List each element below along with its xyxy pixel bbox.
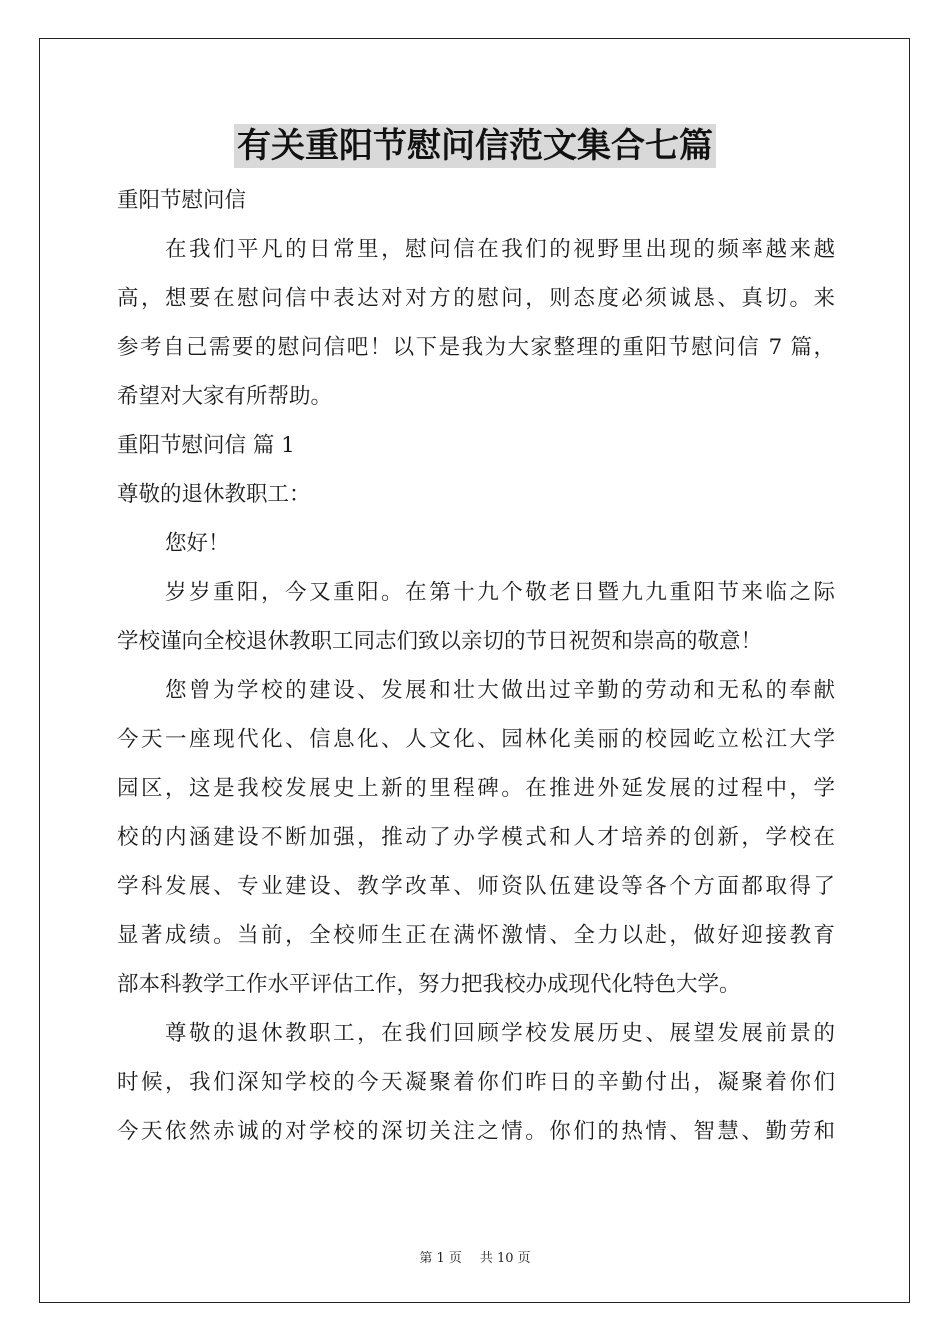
document-body xyxy=(117,176,835,1156)
text-line: 在我们平凡的日常里，慰问信在我们的视野里出现的频率越来越 xyxy=(165,237,835,262)
text-line: 尊敬的退休教职工，在我们回顾学校发展历史、展望发展前景的 xyxy=(165,1021,835,1046)
page-number: 第 1 页 xyxy=(419,1251,462,1266)
text-line: 高，想要在慰问信中表达对对方的慰问，则态度必须诚恳、真切。来 xyxy=(117,286,835,311)
text-line: 校的内涵建设不断加强，推动了办学模式和人才培养的创新，学校在 xyxy=(117,825,835,850)
text-line: 岁岁重阳，今又重阳。在第十九个敬老日暨九九重阳节来临之际 xyxy=(165,580,835,605)
document-title: 有关重阳节慰问信范文集合七篇 xyxy=(234,124,716,168)
text-line: 学科发展、专业建设、教学改革、师资队伍建设等各个方面都取得了 xyxy=(117,874,835,899)
text-line: 今天依然赤诚的对学校的深切关注之情。你们的热情、智慧、勤劳和 xyxy=(117,1119,835,1144)
text-line: 显著成绩。当前，全校师生正在满怀激情、全力以赴，做好迎接教育 xyxy=(117,923,835,948)
text-line: 园区，这是我校发展史上新的里程碑。在推进外延发展的过程中，学 xyxy=(117,776,835,801)
text-line: 今天一座现代化、信息化、人文化、园林化美丽的校园屹立松江大学 xyxy=(117,727,835,752)
page-footer xyxy=(0,1247,950,1266)
text-line: 时候，我们深知学校的今天凝聚着你们昨日的辛勤付出，凝聚着你们 xyxy=(117,1070,835,1095)
text-line: 您曾为学校的建设、发展和壮大做出过辛勤的劳动和无私的奉献 xyxy=(165,678,835,703)
text-line: 希望对大家有所帮助。 xyxy=(117,384,333,409)
text-line: 您好！ xyxy=(165,531,230,556)
text-line: 部本科教学工作水平评估工作，努力把我校办成现代化特色大学。 xyxy=(117,972,741,997)
page-total: 共 10 页 xyxy=(479,1251,531,1266)
text-line: 重阳节慰问信 xyxy=(117,188,247,213)
text-line: 尊敬的退休教职工： xyxy=(117,482,311,507)
title-container xyxy=(0,124,950,168)
text-line: 重阳节慰问信 篇 1 xyxy=(117,433,295,458)
text-line: 学校谨向全校退休教职工同志们致以亲切的节日祝贺和崇高的敬意！ xyxy=(117,629,763,654)
text-line: 参考自己需要的慰问信吧！以下是我为大家整理的重阳节慰问信 7 篇， xyxy=(117,335,835,360)
